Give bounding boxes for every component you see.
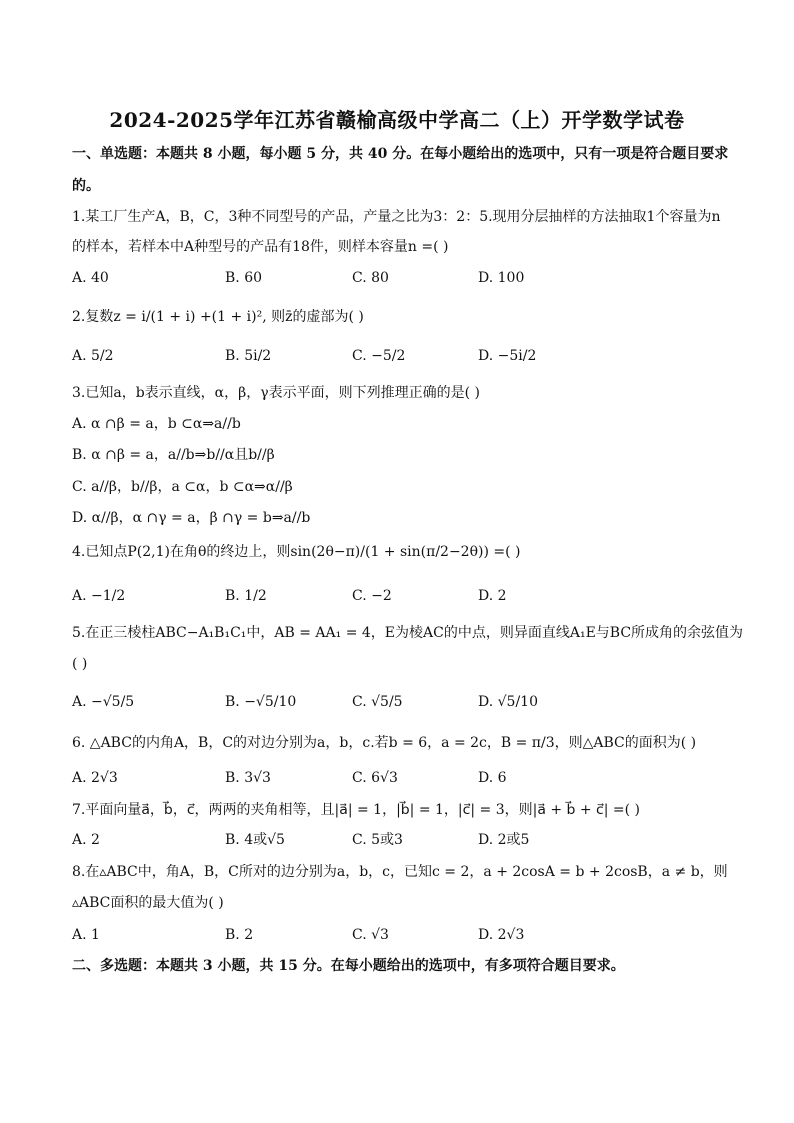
q7-option-d: D. 2或5 [478,832,530,848]
q5-option-b: B. −√5/10 [225,694,297,710]
q4-option-a: A. −1/2 [72,588,126,604]
q8-option-a: A. 1 [72,927,100,943]
question-5-text: 5.在正三棱柱ABC−A₁B₁C₁中，AB = AA₁ = 4，E为棱AC的中点，则异面直线A₁E与BC所成角的余弦值为 [72,625,744,641]
q8-option-c: C. √3 [352,927,389,943]
section2-heading: 二、多选题：本题共 3 小题，共 15 分。在每小题给出的选项中，有多项符合题目要求。 [72,958,625,974]
question-8-options [72,925,732,947]
q7-option-a: A. 2 [72,832,100,848]
q2-option-d: D. −5i/2 [478,348,537,364]
question-5-options [72,692,732,714]
q1-option-c: C. 80 [352,270,389,286]
q2-option-a: A. 5/2 [72,348,114,364]
q7-option-b: B. 4或√5 [225,832,285,848]
q1-option-d: D. 100 [478,270,525,286]
question-5-text-cont: ( ) [72,656,88,672]
q4-option-c: C. −2 [352,588,392,604]
q3-choice-a: A. α ∩β = a，b ⊂α⇒a//b [72,416,241,432]
question-4-options [72,586,732,608]
question-1-text-cont: 的样本，若样本中A种型号的产品有18件，则样本容量n =( ) [72,239,449,255]
q6-option-c: C. 6√3 [352,770,398,786]
q5-option-d: D. √5/10 [478,694,538,710]
q1-option-a: A. 40 [72,270,109,286]
q8-option-d: D. 2√3 [478,927,525,943]
q2-option-b: B. 5i/2 [225,348,272,364]
q4-option-b: B. 1/2 [225,588,267,604]
q7-option-c: C. 5或3 [352,832,403,848]
question-1-options [72,268,732,290]
exam-title: 2024-2025学年江苏省赣榆高级中学高二（上）开学数学试卷 [109,108,685,132]
question-2-options [72,346,732,368]
question-1-text: 1.某工厂生产A，B，C，3种不同型号的产品，产量之比为3：2：5.现用分层抽样的方法抽取1个容量为n [72,209,721,225]
question-2-text: 2.复数z = i/(1 + i) +(1 + i)², 则z̄的虚部为( ) [72,309,364,325]
q3-choice-c: C. a//β，b//β，a ⊂α，b ⊂α⇒α//β [72,479,293,495]
question-3-text: 3.已知a，b表示直线，α，β，γ表示平面，则下列推理正确的是( ) [72,385,480,401]
q2-option-c: C. −5/2 [352,348,406,364]
q8-option-b: B. 2 [225,927,254,943]
q3-choice-b: B. α ∩β = a，a//b⇒b//α且b//β [72,447,275,463]
q5-option-a: A. −√5/5 [72,694,135,710]
question-7-text: 7.平面向量a⃗，b⃗，c⃗，两两的夹角相等，且|a⃗| = 1，|b⃗| = 1，|c⃗| = 3，则|a⃗ + b⃗ + c⃗| =( ) [72,802,641,818]
question-8-text: 8.在▵ABC中，角A，B，C所对的边分别为a，b，c，已知c = 2，a + 2cosA = b + 2cosB，a ≠ b，则 [72,864,728,880]
q1-option-b: B. 60 [225,270,263,286]
question-6-text: 6. △ABC的内角A，B，C的对边分别为a，b，c.若b = 6，a = 2c，B = π/3，则△ABC的面积为( ) [72,735,697,751]
question-8-text-cont: ▵ABC面积的最大值为( ) [72,895,224,911]
section1-heading-cont: 的。 [72,178,100,194]
q4-option-d: D. 2 [478,588,507,604]
q6-option-a: A. 2√3 [72,770,118,786]
section1-heading: 一、单选题：本题共 8 小题，每小题 5 分，共 40 分。在每小题给出的选项中，只有一项是符合题目要求 [72,146,729,162]
q5-option-c: C. √5/5 [352,694,403,710]
question-6-options [72,768,732,790]
question-7-options [72,830,732,852]
question-4-text: 4.已知点P(2,1)在角θ的终边上，则sin(2θ−π)/(1 + sin(π/2−2θ)) =( ) [72,544,521,560]
q6-option-d: D. 6 [478,770,507,786]
q3-choice-d: D. α//β，α ∩γ = a，β ∩γ = b⇒a//b [72,510,311,526]
q6-option-b: B. 3√3 [225,770,271,786]
